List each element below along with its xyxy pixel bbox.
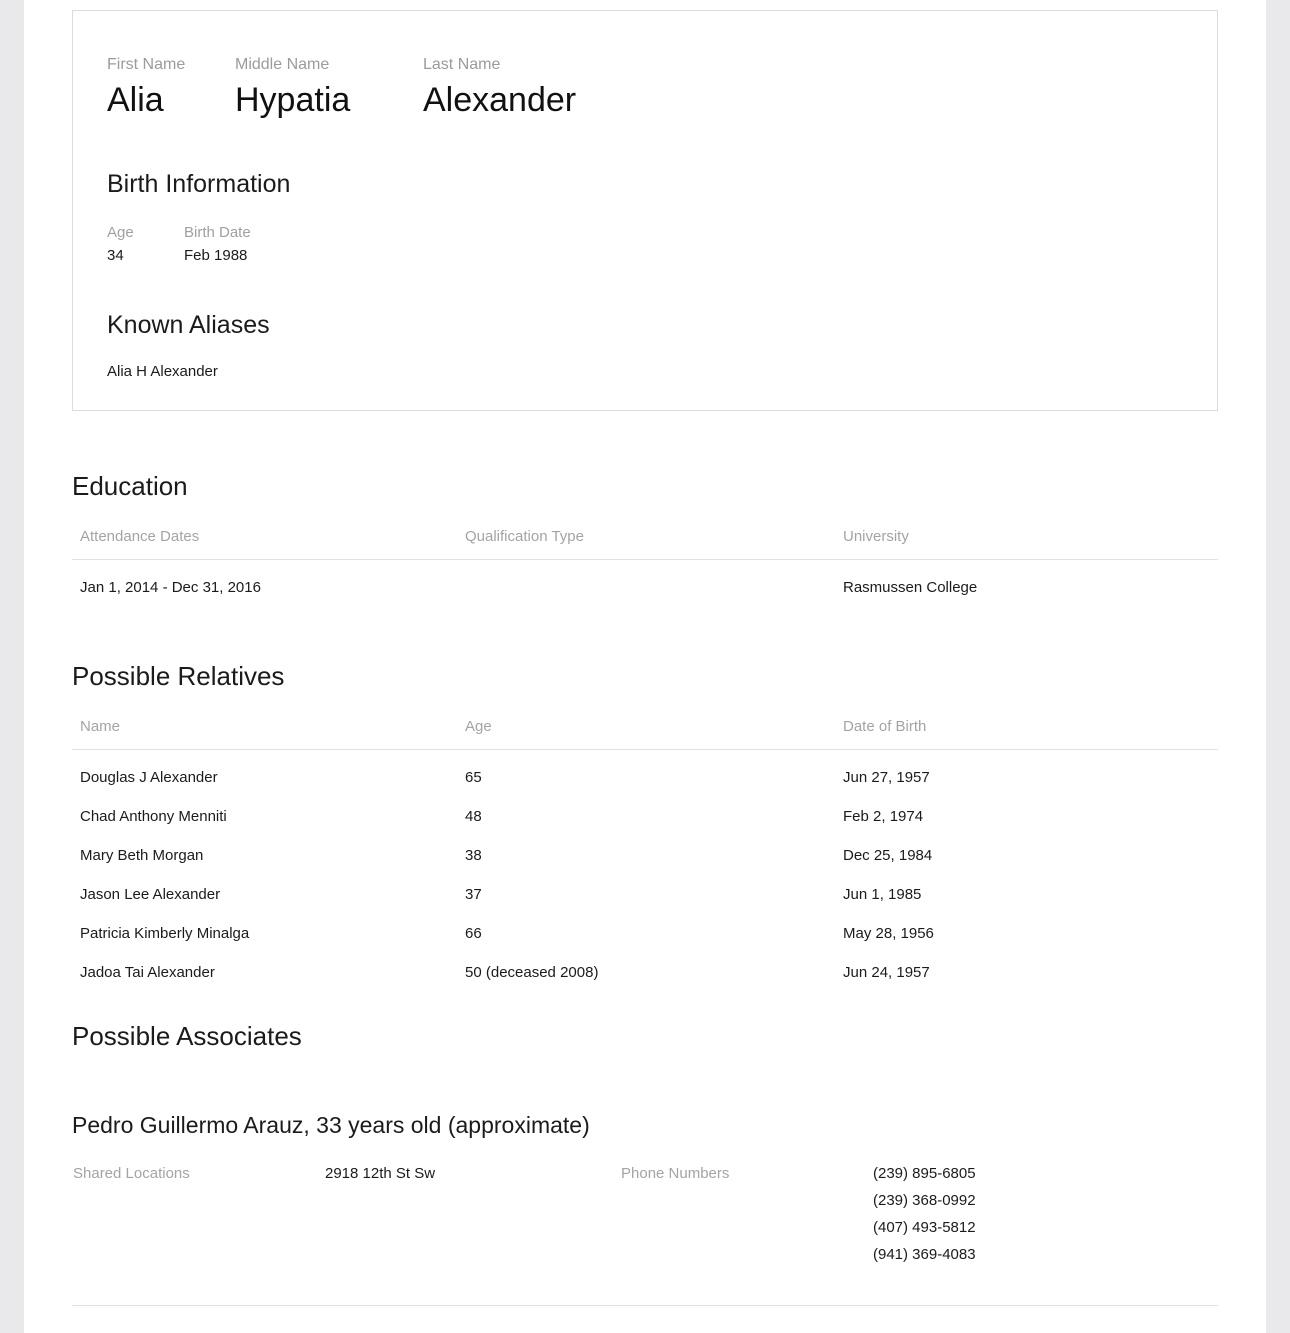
table-row	[72, 560, 1218, 608]
name-row	[107, 55, 1183, 121]
phone-number-item: (239) 895-6805	[873, 1165, 976, 1182]
cell-name: Jadoa Tai Alexander	[80, 964, 215, 981]
identity-card	[72, 10, 1218, 411]
column-name: Name	[72, 718, 457, 750]
associate-name: Pedro Guillermo Arauz, 33 years old (approximate)	[72, 1112, 590, 1138]
phone-numbers-value-cell	[873, 1164, 976, 1265]
cell-name: Douglas J Alexander	[80, 769, 218, 786]
last-name-label: Last Name	[423, 56, 501, 73]
column-date-of-birth: Date of Birth	[835, 718, 1218, 750]
column-qualification-type: Qualification Type	[457, 528, 835, 560]
first-name-field	[107, 55, 235, 121]
known-aliases-section	[107, 310, 1183, 382]
associate-details-grid	[72, 1164, 1218, 1265]
shared-locations-label-cell	[72, 1164, 325, 1265]
page-right-margin	[1266, 0, 1290, 1333]
education-title: Education	[72, 471, 188, 501]
possible-relatives-title: Possible Relatives	[72, 661, 285, 691]
column-university: University	[835, 528, 1218, 560]
cell-age: 48	[465, 808, 482, 825]
cell-name: Chad Anthony Menniti	[80, 808, 227, 825]
first-name-value: Alia	[107, 81, 164, 119]
cell-age: 65	[465, 769, 482, 786]
cell-date-of-birth: Jun 1, 1985	[843, 886, 922, 903]
column-attendance-dates: Attendance Dates	[72, 528, 457, 560]
age-value: 34	[107, 247, 124, 264]
shared-locations-value-cell	[325, 1164, 621, 1265]
associate-entry	[72, 1110, 1218, 1265]
phone-numbers-label-cell	[621, 1164, 873, 1265]
cell-age: 38	[465, 847, 482, 864]
alias-item: Alia H Alexander	[107, 363, 218, 380]
table-row	[72, 797, 1218, 836]
shared-locations-label: Shared Locations	[73, 1165, 190, 1182]
cell-age: 50 (deceased 2008)	[465, 964, 599, 981]
age-label: Age	[107, 224, 134, 241]
middle-name-field	[235, 55, 423, 121]
cell-age: 66	[465, 925, 482, 942]
middle-name-label: Middle Name	[235, 56, 330, 73]
table-row	[72, 750, 1218, 798]
possible-associates-section	[72, 1020, 1218, 1052]
page-left-margin	[0, 0, 24, 1333]
cell-date-of-birth: Jun 24, 1957	[843, 964, 930, 981]
possible-relatives-section	[72, 660, 1218, 992]
birth-date-value: Feb 1988	[184, 247, 248, 264]
phone-number-item: (239) 368-0992	[873, 1192, 976, 1209]
table-row	[72, 953, 1218, 992]
first-name-label: First Name	[107, 56, 186, 73]
cell-date-of-birth: Feb 2, 1974	[843, 808, 924, 825]
report-content	[24, 0, 1266, 1333]
column-age: Age	[457, 718, 835, 750]
cell-qualification-type	[457, 560, 835, 608]
table-header-row	[72, 718, 1218, 750]
phone-number-item: (941) 369-4083	[873, 1246, 976, 1263]
section-divider	[72, 1305, 1218, 1306]
education-section	[72, 470, 1218, 607]
cell-date-of-birth: May 28, 1956	[843, 925, 934, 942]
cell-name: Patricia Kimberly Minalga	[80, 925, 250, 942]
table-row	[72, 914, 1218, 953]
cell-name: Jason Lee Alexander	[80, 886, 221, 903]
birth-information-title: Birth Information	[107, 170, 291, 198]
table-row	[72, 875, 1218, 914]
education-table	[72, 528, 1218, 607]
cell-age: 37	[465, 886, 482, 903]
birth-information-grid	[107, 223, 1183, 266]
age-field	[107, 223, 184, 266]
possible-associates-title: Possible Associates	[72, 1021, 302, 1051]
phone-numbers-label: Phone Numbers	[621, 1165, 730, 1182]
table-header-row	[72, 528, 1218, 560]
last-name-field	[423, 55, 576, 121]
possible-relatives-table	[72, 718, 1218, 992]
phone-number-item: (407) 493-5812	[873, 1219, 976, 1236]
cell-name: Mary Beth Morgan	[80, 847, 204, 864]
known-aliases-title: Known Aliases	[107, 311, 270, 339]
cell-attendance-dates: Jan 1, 2014 - Dec 31, 2016	[80, 579, 261, 596]
middle-name-value: Hypatia	[235, 81, 351, 119]
last-name-value: Alexander	[423, 81, 577, 119]
shared-location-item: 2918 12th St Sw	[325, 1165, 436, 1182]
birth-information-section	[107, 169, 1183, 266]
phone-number-list	[873, 1164, 976, 1265]
cell-date-of-birth: Dec 25, 1984	[843, 847, 933, 864]
cell-university: Rasmussen College	[843, 579, 978, 596]
table-row	[72, 836, 1218, 875]
birth-date-field	[184, 223, 251, 266]
cell-date-of-birth: Jun 27, 1957	[843, 769, 930, 786]
birth-date-label: Birth Date	[184, 224, 251, 241]
